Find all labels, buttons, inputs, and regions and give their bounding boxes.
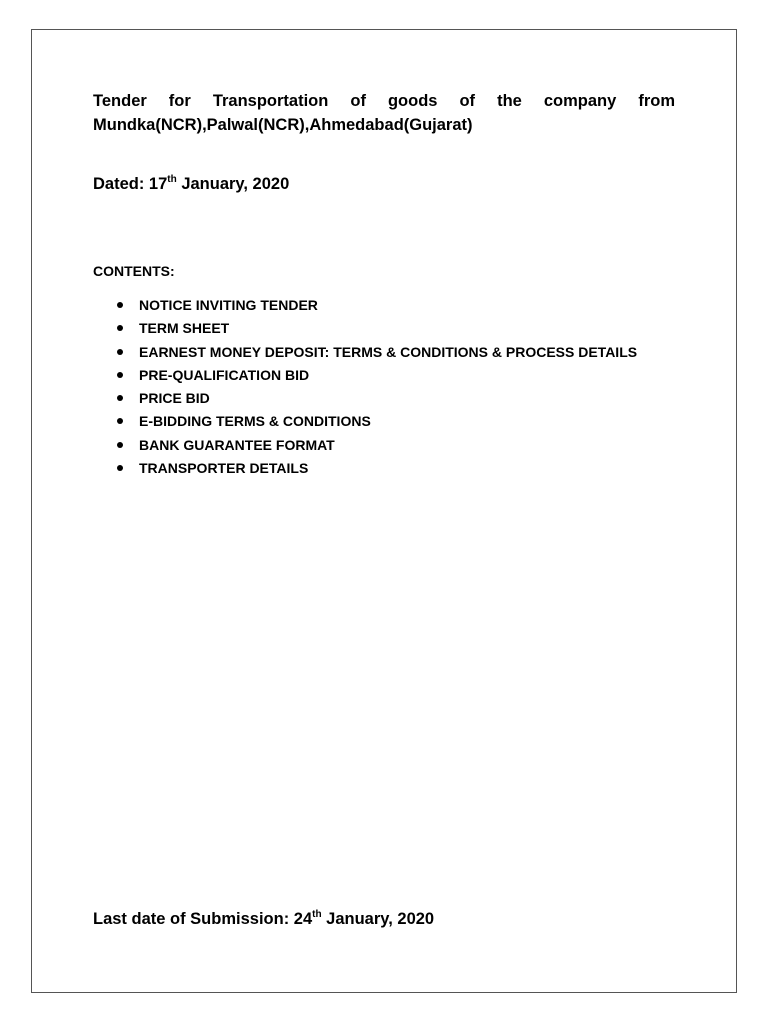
last-date-ordinal-suffix: th — [312, 909, 322, 920]
bullet-icon — [117, 442, 123, 448]
title-line-2: Mundka(NCR),Palwal(NCR),Ahmedabad(Gujarat) — [93, 116, 473, 134]
bullet-icon — [117, 465, 123, 471]
contents-list — [93, 294, 637, 480]
list-item-label: NOTICE INVITING TENDER — [139, 297, 318, 313]
list-item-label: EARNEST MONEY DEPOSIT: TERMS & CONDITIONS & PROCESS DETAILS — [139, 343, 638, 360]
list-item — [93, 410, 637, 433]
bullet-icon — [117, 302, 123, 308]
list-item-label: TERM SHEET — [139, 320, 230, 337]
contents-heading: CONTENTS: — [93, 263, 175, 279]
dated-prefix: Dated: 17 — [93, 175, 168, 193]
bullet-icon — [117, 395, 123, 401]
list-item-label: BANK GUARANTEE FORMAT — [139, 436, 335, 453]
dated-rest: January, 2020 — [176, 175, 290, 193]
dated-ordinal-suffix: th — [167, 174, 177, 185]
dated-line — [93, 172, 289, 196]
list-item-label: E-BIDDING TERMS & CONDITIONS — [139, 413, 371, 430]
document-title — [93, 89, 675, 137]
list-item-label: PRE-QUALIFICATION BID — [139, 366, 310, 383]
title-line-1: Tender for Transportation of goods of the company from — [93, 92, 675, 110]
bullet-icon — [117, 349, 123, 355]
bullet-icon — [117, 418, 123, 424]
list-item — [93, 341, 637, 364]
list-item — [93, 317, 637, 340]
list-item — [93, 294, 637, 317]
last-date-prefix: Last date of Submission: 24 — [93, 910, 313, 928]
list-item — [93, 457, 637, 480]
list-item-label: TRANSPORTER DETAILS — [139, 460, 309, 477]
last-date-rest: January, 2020 — [321, 910, 435, 928]
list-item — [93, 364, 637, 387]
list-item-label: PRICE BID — [139, 390, 210, 407]
list-item — [93, 434, 637, 457]
bullet-icon — [117, 372, 123, 378]
bullet-icon — [117, 325, 123, 331]
last-date-of-submission — [93, 907, 434, 931]
list-item — [93, 387, 637, 410]
